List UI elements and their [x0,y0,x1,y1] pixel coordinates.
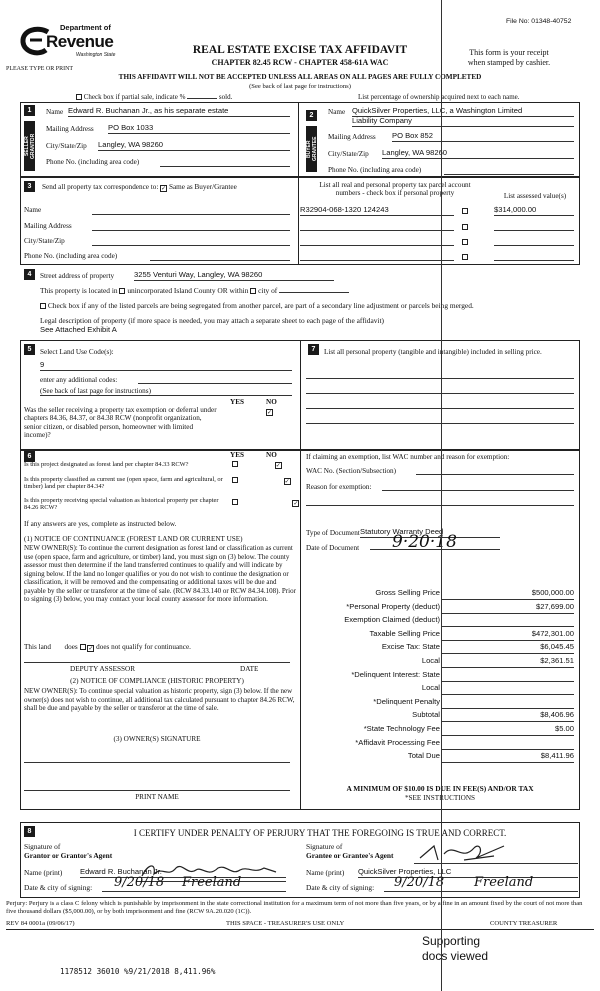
section-3-number: 3 [24,181,35,192]
see-back-note: (See back of last page for instructions) [249,83,351,90]
please-type: PLEASE TYPE OR PRINT [6,66,74,72]
tax-row-label: Gross Selling Price [375,588,440,597]
tax-row-label: Excise Tax: State [381,642,440,652]
dor-logo [20,20,126,68]
sec3-phone-label: Phone No. (including area code) [24,252,118,260]
cashier-receipt-line: 1178512 36010 %9/21/2018 8,411.96% [60,967,216,976]
exemption-question: Was the seller receiving a property tax exemption or deferral under chapters 84.36, 84.37, or 84.38 RCW (nonprofit organization, senior citizen, or disabled person, homeowner with limited income)? [24,406,217,439]
tax-row-value[interactable]: $8,406.96 [442,711,574,722]
assessed-value-2[interactable] [494,230,574,231]
wac-label: WAC No. (Section/Subsection) [306,467,397,475]
section-7-number: 7 [308,344,319,355]
supporting-docs-2: docs viewed [422,949,489,963]
seller-mailing-field[interactable]: PO Box 1033 [108,124,290,134]
supporting-docs-1: Supporting [422,934,481,948]
form-title: REAL ESTATE EXCISE TAX AFFIDAVIT [192,44,408,56]
partial-sale-label: Check box if partial sale, indicate % [83,93,186,101]
tax-row-label: Taxable Selling Price [369,628,440,638]
seller-name-field[interactable]: Edward R. Buchanan Jr., as his separate estate [68,107,290,117]
personal-property-checkbox-4[interactable] [462,254,468,260]
same-as-buyer-label: Same as Buyer/Grantee [168,183,237,191]
buyer-city-label: City/State/Zip [328,150,369,158]
grantor-date-label: Date & city of signing: [24,883,93,892]
tax-row-value[interactable]: $8,411.96 [442,752,574,763]
seller-phone-field[interactable] [160,166,290,167]
legal-desc-label: Legal description of property (if more space is needed, you may attach a separate sheet to each page of the affidavit) [40,316,384,325]
land-use-label: Select Land Use Code(s): [40,348,114,356]
city-of-label: city of [258,286,278,295]
city-of-field[interactable] [279,292,349,293]
section-4-number: 4 [24,269,35,280]
doc-type-field[interactable]: Statutory Warranty Deed [360,528,500,538]
print-name-label: PRINT NAME [135,793,179,801]
tax-row-label: *Delinquent Interest: State [351,669,440,679]
owner-signature-label: (3) OWNER(S) SIGNATURE [113,735,201,743]
tax-row-value[interactable]: $2,361.51 [442,657,574,668]
personal-property-line-4 [306,423,574,424]
sec3-city-label: City/State/Zip [24,237,65,245]
buyer-phone-field[interactable] [444,174,574,175]
historic-no-checkbox[interactable]: ✓ [293,500,299,507]
personal-property-line-2 [306,393,574,394]
parcel-number-2[interactable] [300,230,454,231]
sec3-name-label: Name [24,206,42,214]
logo-name: Revenue [46,32,114,51]
parcel-header-1: List all real and personal property tax parcel account [319,181,471,189]
grantor-name-label: Name (print) [24,868,63,877]
street-label: Street address of property [40,272,115,280]
doc-date-field[interactable]: 9·20·18 [370,534,500,550]
tax-row-label: *State Technology Fee [363,724,440,733]
additional-codes-field[interactable] [138,383,292,384]
same-as-buyer-checkbox[interactable]: ✓ [161,185,167,192]
deputy-assessor-label: DEPUTY ASSESSOR [70,665,136,673]
form-warning: THIS AFFIDAVIT WILL NOT BE ACCEPTED UNLESS ALL AREAS ON ALL PAGES ARE FULLY COMPLETED [118,73,482,81]
tax-row-label: Exemption Claimed (deduct) [344,615,440,625]
grantee-city: Freeland [474,875,534,890]
legal-desc-field[interactable]: See Attached Exhibit A [40,325,117,334]
tax-row-label: Total Due [407,751,440,761]
grantor-sig-label-1: Signature of [24,842,61,851]
exemption-claim-label: If claiming an exemption, list WAC number and reason for exemption: [306,453,510,461]
perjury-note: Perjury: Perjury is a class C felony which is punishable by imprisonment in the state correctional institution for a maximum term of not more than five years, or by a fine in an amount fixed by the court of not more than five thousand dollars ($5,000.00), or by both imprisonment and fine (RCW 9A.20.020 (1C)). [6,900,583,915]
parcel-number-3[interactable] [300,245,454,246]
grantor-date: 9/20/18 [114,875,165,890]
section-2-number: 2 [306,110,317,121]
tax-row-value[interactable]: $5.00 [442,725,574,736]
grantee-sig-label-2: Grantee or Grantee's Agent [306,851,394,860]
parcel-number-1[interactable]: R32904-068-1320 124243 [300,206,454,216]
receipt-note-1: This form is your receipt [469,48,549,57]
section-1-number: 1 [24,105,35,116]
county-treasurer-label: COUNTY TREASURER [490,920,558,927]
location-row [40,287,349,296]
tax-row-value[interactable]: $27,699.00 [442,603,574,614]
unincorporated-label: unincorporated Island County OR within [127,286,249,295]
buyer-name-field-2[interactable]: Liability Company [352,117,574,127]
sec5-divider [40,395,292,396]
grantor-name-field[interactable]: Edward R. Buchanan Jr. [80,868,286,878]
tax-row-label: *Affidavit Processing Fee [355,737,440,747]
located-text: This property is located in [40,286,118,295]
sec3-phone-field[interactable] [150,260,290,261]
assessor-date-label: DATE [240,665,259,673]
tax-row-label: *Personal Property (deduct) [346,601,440,611]
personal-property-checkbox-1[interactable] [462,208,468,214]
grantor-sig-label-2: Grantor or Grantor's Agent [24,851,113,860]
doc-type-label: Type of Document [306,529,360,537]
sec3-mailing-field[interactable] [92,230,290,231]
partial-percent-field[interactable] [187,98,217,99]
buyer-name-label: Name [328,108,346,116]
tax-row-label: Local [421,656,440,665]
sec3-city-field[interactable] [92,245,290,246]
historic-question: Is this property receiving special valuation as historical property per chapter 84.26 RCW? [24,497,219,512]
forest-no-checkbox[interactable]: ✓ [275,462,281,469]
assessed-value-4[interactable] [494,260,574,261]
segregated-checkbox[interactable] [40,303,46,309]
city-of-checkbox[interactable] [250,288,256,294]
notice-compliance-title: (2) NOTICE OF COMPLIANCE (HISTORIC PROPERTY) [70,677,244,685]
tax-row-label: Subtotal [412,710,440,720]
current-use-no-checkbox[interactable]: ✓ [284,478,290,485]
logo-dept: Department of [60,23,111,32]
form-chapter: CHAPTER 82.45 RCW - CHAPTER 458-61A WAC [211,58,389,67]
tax-row-value[interactable]: $472,301.00 [442,630,574,641]
sec5-see-back: (See back of last page for instructions) [40,387,151,395]
grantee-date-label: Date & city of signing: [306,883,375,892]
if-yes-instructions: If any answers are yes, complete as instructed below. [24,520,177,528]
land-use-field[interactable]: 9 [40,361,292,371]
sec6-yes: YES [230,451,244,459]
grantee-sig-label-1: Signature of [306,842,343,851]
section-8-number: 8 [24,826,35,837]
section-5-number: 5 [24,344,35,355]
seller-phone-label: Phone No. (including area code) [46,158,140,166]
scan-artifact-line [441,0,442,991]
personal-property-line-3 [306,408,574,409]
sold-label: sold. [218,93,233,101]
buyer-grantee-tag: BUYER GRANTEE [306,126,317,172]
buyer-mailing-field[interactable]: PO Box 852 [392,132,574,142]
grantee-date: 9/20/18 [394,875,445,890]
unincorporated-checkbox[interactable] [119,288,125,294]
segregated-row [40,302,474,311]
tax-row-value[interactable]: $6,045.45 [442,643,574,654]
parcel-header-2: numbers - check box if personal property [335,189,455,197]
buyer-name-field[interactable]: QuickSilver Properties, LLC, a Washington Limited [352,107,574,117]
minimum-due-note: A MINIMUM OF $10.00 IS DUE IN FEE(S) AND/OR TAX [346,784,534,793]
additional-codes-label: enter any additional codes: [40,376,118,384]
see-instructions: *SEE INSTRUCTIONS [404,794,476,802]
tax-row-label: *Delinquent Penalty [373,696,440,706]
grantee-name-field[interactable]: QuickSilver Properties, LLC [358,868,578,878]
personal-property-checkbox-3[interactable] [462,239,468,245]
does-label: does [64,643,78,651]
sec5-no: NO [266,398,277,406]
tax-row-label: Local [421,683,440,693]
assessed-value-1[interactable]: $314,000.00 [494,206,574,216]
logo-state: Washington State [76,52,116,58]
personal-property-checkbox-2[interactable] [462,224,468,230]
sec3-name-field[interactable] [92,214,290,215]
personal-property-label: List all personal property (tangible and intangible) included in selling price. [324,348,542,356]
forest-land-question: Is this project designated as forest land per chapter 84.33 RCW? [24,461,189,468]
seller-city-label: City/State/Zip [46,142,87,150]
send-correspondence-row [42,183,237,192]
buyer-phone-label: Phone No. (including area code) [328,166,422,174]
sec5-yes: YES [230,398,244,406]
seller-city-field[interactable]: Langley, WA 98260 [98,141,290,151]
personal-property-line-1 [306,378,574,379]
buyer-mailing-label: Mailing Address [328,133,376,141]
partial-sale-row [76,93,232,101]
assessed-header: List assessed value(s) [503,192,567,200]
seller-grantor-tag: SELLER GRANTOR [24,121,35,171]
section-6-number: 6 [24,451,35,462]
grantor-city: Freeland [182,875,242,890]
ownership-label: List percentage of ownership acquired next to each name. [358,93,520,101]
assessed-value-3[interactable] [494,245,574,246]
doc-date-label: Date of Document [306,544,360,552]
current-use-question: Is this property classified as current use (open space, farm and agricultural, or timber) land per chapter 84.34? [24,476,223,491]
section-8-box [20,822,580,898]
sec6-no: NO [266,451,277,459]
segregated-text: Check box if any of the listed parcels are being segregated from another parcel, are part of a secondary line adjustment or parcels being merged. [47,301,474,310]
certify-statement: I CERTIFY UNDER PENALTY OF PERJURY THAT THE FOREGOING IS TRUE AND CORRECT. [133,828,507,838]
partial-sale-checkbox[interactable] [76,94,82,100]
notice-continuance-title: (1) NOTICE OF CONTINUANCE (FOREST LAND OR CURRENT USE) [24,535,243,543]
this-land-label: This land [24,643,51,651]
notice-compliance-body: NEW OWNER(S): To continue special valuation as historic property, sign (3) below. If the new owner(s) does not wish to continue, all additional tax calculated pursuant to chapter 84.26 RCW, shall be due and payable by the seller or transferor at the time of sale. [24,687,295,713]
grantee-name-label: Name (print) [306,868,345,877]
treasurer-use-label: THIS SPACE - TREASURER'S USE ONLY [226,920,345,927]
receipt-note-2: when stamped by cashier. [467,58,551,67]
street-address-field[interactable]: 3255 Venturi Way, Langley, WA 98260 [134,271,334,281]
tax-row-value[interactable]: $500,000.00 [442,589,574,600]
parcel-number-4[interactable] [300,260,454,261]
file-number: File No: 01348-40752 [506,18,572,25]
seller-mailing-label: Mailing Address [46,125,94,133]
send-correspondence-label: Send all property tax correspondence to: [42,183,159,191]
reason-label: Reason for exemption: [306,483,372,491]
seller-name-label: Name [46,108,64,116]
does-not-label: does not qualify for continuance. [96,643,191,651]
exemption-no-checkbox[interactable]: ✓ [267,409,273,416]
does-not-checkbox[interactable]: ✓ [88,645,94,652]
sec3-mailing-label: Mailing Address [24,222,72,230]
notice-continuance-body: NEW OWNER(S): To continue the current designation as forest land or classification as current use (open space, farm and agriculture, or timber) land, you must sign on (3) below. The county assessor must then determine if the land transferred continues to qualify and will indicate by signing below. If the land no longer qualifies or you do not wish to continue the designation or classification, it will be removed and the compensating or additional taxes will be due and payable by the seller or transferor at the time of sale. (RCW 84.33.140 or RCW 84.34.108). Prior to signing (3) below, you may contact your local county assessor for more information. [24,544,296,604]
buyer-city-field[interactable]: Langley, WA 98260 [382,149,574,159]
rev-number: REV 84 0001a (09/06/17) [6,920,75,927]
